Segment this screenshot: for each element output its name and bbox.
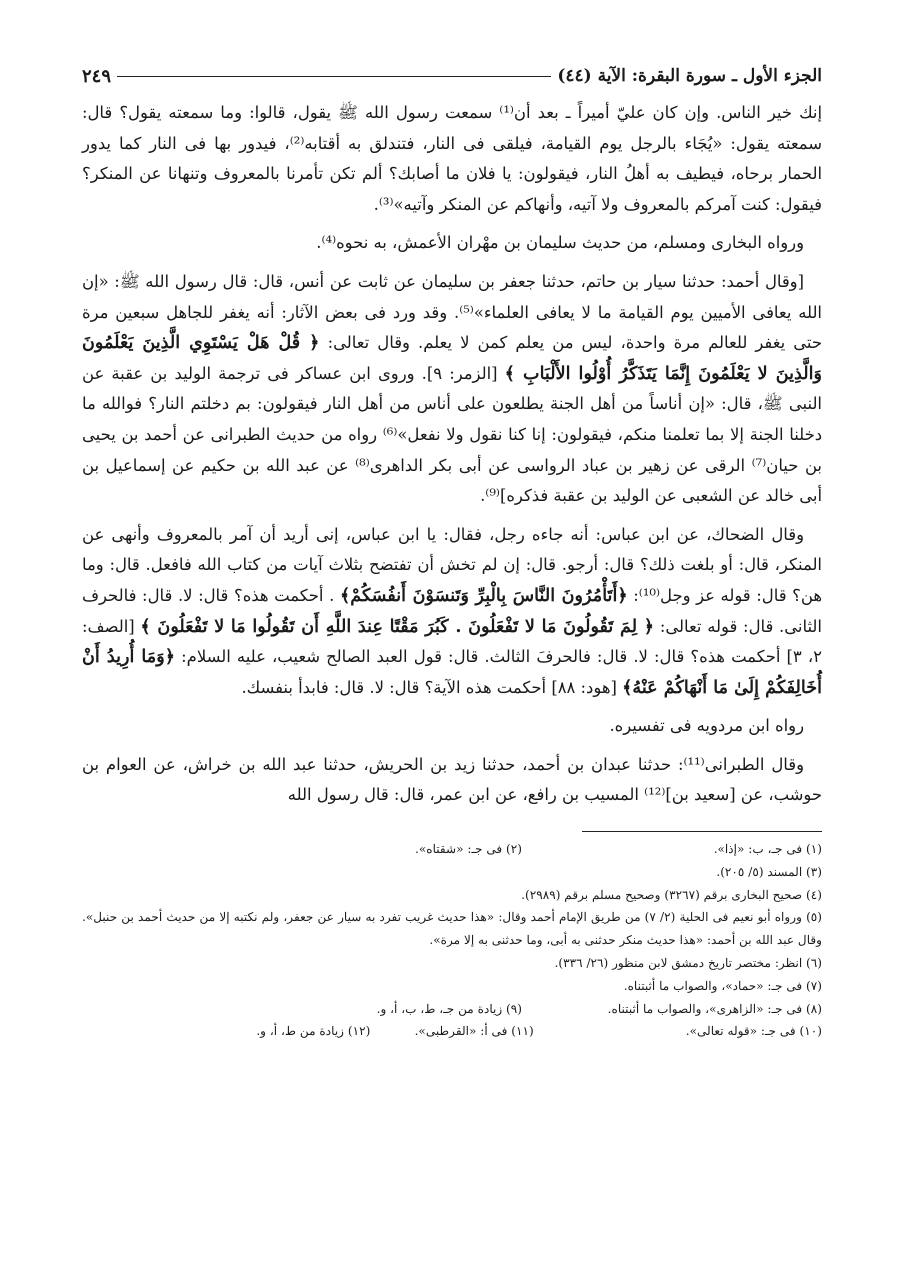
footnote-10: (١٠) فى جـ: «قوله تعالى». <box>685 1024 822 1039</box>
paragraph-1: إنك خير الناس. وإن كان عليّ أميراً ـ بعد أن⁽¹⁾ سمعت رسول الله ﷺ يقول، قالوا: وما سمعته يقول؟ قال: سمعته يقول: «يُجَاء بالرجل يوم القيامة، فيلقى فى النار، فتندلق به أقتابه⁽²⁾، فيدور بها فى النار كما يدور الحمار برحاه، فيطيف به أهلُ النار، فيقولون: يا فلان ما أصابك؟ ألم تكن تأمرنا بالمعروف وتنهانا عن المنكر؟ فيقول: كنت آمركم بالمعروف ولا آتيه، وأنهاكم عن المنكر وآتيه»⁽³⁾. <box>82 103 822 214</box>
footnote-7: (٧) فى جـ: «حماد»، والصواب ما أثبتناه. <box>623 978 822 993</box>
quran-verse-saff: ﴿ لِمَ تَقُولُونَ مَا لا تَفْعَلُونَ . كَبُرَ مَقْتًا عِندَ اللَّهِ أَن تَقُولُوا مَا لا تَفْعَلُونَ ﴾ <box>140 615 655 637</box>
footnote-4: (٤) صحيح البخارى برقم (٣٢٦٧) وصحيح مسلم برقم (٢٩٨٩). <box>521 887 822 902</box>
running-head <box>82 62 822 90</box>
paragraph-3-text: [وقال أحمد: حدثنا سيار بن حاتم، حدثنا جعفر بن سليمان عن ثابت عن أنس، قال: قال رسول الله ﷺ: «إن الله يعافى الأميين يوم القيامة ما لا يعافى العلماء»⁽⁵⁾. وقد ورد فى بعض الآثار: أنه يغفر للجاهل سبعين مرة حتى يغفر للعالم مرة واحدة، ليس من يعلم كمن لا يعلم. وقال تعالى: <box>82 271 822 353</box>
paragraph-6: وقال الطبرانى⁽¹¹⁾: حدثنا عبدان بن أحمد، حدثنا زيد بن الحريش، حدثنا عبد الله بن خراش، عن العوام بن حوشب، عن [سعيد بن]⁽¹²⁾ المسيب بن رافع، عن ابن عمر، قال: قال رسول الله <box>82 754 822 805</box>
footnote-11: (١١) فى أ: «القرطبى». <box>414 1024 534 1039</box>
quran-verse-hud: ﴿وَمَا أُرِيدُ أَنْ أُخَالِفَكُمْ إِلَىٰ مَا أَنْهَاكُمْ عَنْهُ﴾ <box>82 646 822 698</box>
paragraph-4-text-d: [هود: ٨٨] أحكمت هذه الآية؟ قال: لا. قال: فابدأ بنفسك. <box>241 677 617 697</box>
paragraph-4-text-b: . أحكمت هذه؟ قال: لا. قال: فالحرف الثانى. قال: قوله تعالى: <box>82 585 822 636</box>
paragraph-4-text-a: وقال الضحاك، عن ابن عباس: أنه جاءه رجل، فقال: يا ابن عباس، إنى أريد أن آمر بالمعروف وأنهى عن المنكر، قال: أو بلغت ذلك؟ قال: أرجو. قال: إن لم تخش أن تفتضح بثلاث آيات من كتاب الله فافعل. قال: وما هن؟ قال: قوله عز وجل⁽¹⁰⁾: <box>82 524 822 605</box>
book-page <box>82 62 822 1222</box>
running-title: الجزء الأول ـ سورة البقرة: الآية (٤٤) <box>557 66 822 86</box>
main-text <box>82 98 822 811</box>
footnote-1: (١) فى جـ، ب: «إذا». <box>713 842 822 857</box>
footnote-row <box>82 998 822 1021</box>
quran-verse-zumar: ﴿ قُلْ هَلْ يَسْتَوِي الَّذِينَ يَعْلَمُونَ وَالَّذِينَ لا يَعْلَمُونَ إِنَّمَا يَتَذَكَّرُ أُوْلُوا الأَلْبَابِ ﴾ <box>82 332 822 384</box>
footnote-5: (٥) ورواه أبو نعيم فى الحلية (٢/ ٧) من طريق الإمام أحمد وقال: «هذا حديث غريب تفرد به سيار عن جعفر، ولم نكتبه إلا من حديث أحمد بن حنبل». وقال عبد الله بن أحمد: «هذا حديث منكر حدثنى به أبى، وما حدثنى به إلا مرة». <box>82 910 823 948</box>
footnote-separator <box>582 831 822 832</box>
footnote-8: (٨) فى جـ: «الزاهرى»، والصواب ما أثبتناه. <box>607 1001 822 1016</box>
footnote-row <box>82 1020 822 1043</box>
paragraph-3 <box>82 267 822 512</box>
footnote-6: (٦) انظر: مختصر تاريخ دمشق لابن منظور (٢٦/ ٣٣٦). <box>554 956 822 971</box>
paragraph-3-continued: وروى ابن عساكر فى ترجمة الوليد بن عقبة عن النبى ﷺ، قال: «إن أناساً من أهل الجنة يطلعون على أناس من أهل النار فيقولون: بم دخلتم النار؟ فوالله ما دخلنا الجنة إلا بما تعلمنا منكم، فيقولون: إنا كنا نقول ولا نفعل»⁽⁶⁾ رواه من حديث الطبرانى عن أحمد بن يحيى بن حيان⁽⁷⁾ الرقى عن زهير بن عباد الرواسى عن أبى بكر الداهرى⁽⁸⁾ عن عبد الله بن حكيم عن إسماعيل بن أبى خالد عن الشعبى عن الوليد بن عقبة فذكره]⁽⁹⁾. <box>82 363 823 506</box>
paragraph-4-text-c: [الصف: ٢، ٣] أحكمت هذه؟ قال: لا. قال: فالحرفَ الثالث. قال: قول العبد الصالح شعيب، عليه السلام: <box>82 616 822 667</box>
paragraph-5: رواه ابن مردويه فى تفسيره. <box>609 716 804 736</box>
footnote-3: (٣) المسند (٥/ ٢٠٥). <box>716 864 822 879</box>
footnote-row <box>82 838 822 861</box>
footnote-9: (٩) زيادة من جـ، ط، ب، أ، و. <box>376 1001 522 1016</box>
paragraph-4 <box>82 520 822 704</box>
footnote-2: (٢) فى جـ: «شقتاه». <box>415 842 522 857</box>
page-number: ٢٤٩ <box>82 65 112 87</box>
header-rule <box>117 76 551 77</box>
footnote-12: (١٢) زيادة من ط، أ، و. <box>256 1024 371 1039</box>
quran-verse-baqarah: ﴿أَتَأْمُرُونَ النَّاسَ بِالْبِرِّ وَتَنسَوْنَ أَنفُسَكُمْ﴾ <box>339 584 628 606</box>
verse-reference-zumar: [الزمر: ٩]. <box>421 363 498 383</box>
paragraph-2: ورواه البخارى ومسلم، من حديث سليمان بن مهْران الأعمش، به نحوه⁽⁴⁾. <box>316 233 804 253</box>
footnotes <box>82 838 822 1043</box>
